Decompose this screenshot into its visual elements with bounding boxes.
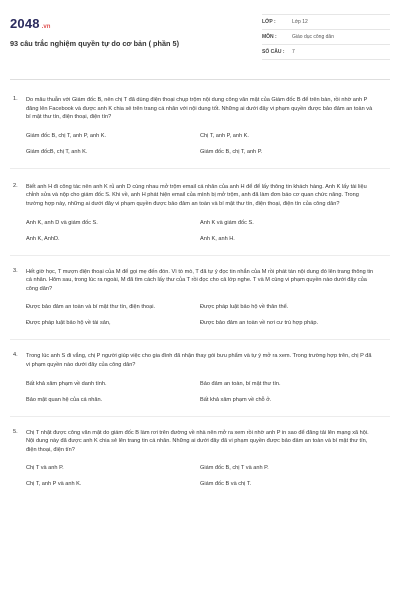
meta-row-question-count xyxy=(262,45,390,60)
answer-option[interactable]: Bảo đảm an toàn, bí mật thư tín. xyxy=(200,380,281,387)
answer-option[interactable]: Chị T và anh P. xyxy=(26,465,64,472)
answer-options xyxy=(26,464,390,488)
answer-options xyxy=(26,219,390,243)
meta-value: Giáo dục công dân xyxy=(292,34,334,40)
question-text: Trong lúc anh S đi vắng, chị P người giúp việc cho gia đình đã nhận thay gói bưu phẩm và tự ý mở ra xem. Trong trường hợp trên, chị P đã vi phạm quyền nào dưới đây của công dân? xyxy=(26,353,372,368)
question-text: Hết giờ học, T mượn điện thoại của M để gọi mẹ đến đón. Vì tò mò, T đã tự ý đọc tin nhắn của M rồi phát tán nội dung đó lên trang thông tin cá nhân. Hôm sau, trong lúc ra ngoài, M đã tìm cách lấy thư của T rồi đọc cho cả lớp nghe. T và M cùng vi phạm quyền nào dưới đây của công dân? xyxy=(26,268,374,292)
answer-option[interactable]: Anh K và giám đốc S. xyxy=(200,219,254,226)
answer-option[interactable]: Được bảo đảm an toàn và bí mật thư tín, điện thoại. xyxy=(26,304,156,311)
answer-options xyxy=(26,380,390,404)
logo-main-text: 2048 xyxy=(10,16,40,31)
site-logo[interactable] xyxy=(10,16,240,31)
question-number: 3. xyxy=(13,267,18,274)
question-item xyxy=(10,256,390,341)
question-item xyxy=(10,169,390,256)
question-text: Do mâu thuẫn với Giám đốc B, nên chị T đã dùng điện thoại chụp trộm nội dung công văn mật của Giám đốc B để trên bàn, rồi nhờ anh P đăng lên Facebook và được anh K chia sẻ trên trang cá nhân với nội dung tốt. Những ai dưới đây vi phạm quyền được bảo đảm an toàn và bí mật thư tín, điện thoại, điện tín? xyxy=(26,97,373,121)
answer-option[interactable]: Bất khả xâm phạm về danh tính. xyxy=(26,380,107,387)
logo-suffix-text: .vn xyxy=(41,24,51,30)
answer-option[interactable]: Giám đốcB, chị T, anh K. xyxy=(26,148,88,155)
answer-option[interactable]: Giám đốc B và chị T. xyxy=(200,481,252,488)
answer-option[interactable]: Bảo mật quan hệ của cá nhân. xyxy=(26,396,103,403)
answer-option[interactable]: Anh K, anh H. xyxy=(200,235,235,242)
question-number: 2. xyxy=(13,182,18,189)
meta-key: MÔN : xyxy=(262,34,277,40)
answer-option[interactable]: Giám đốc B, chị T, anh P. xyxy=(200,148,263,155)
meta-value: 7 xyxy=(292,49,295,55)
meta-value: Lớp 12 xyxy=(292,19,308,25)
question-item xyxy=(10,340,390,416)
answer-option[interactable]: Giám đốc B, chị T, anh P, anh K. xyxy=(26,132,107,139)
meta-row-subject xyxy=(262,30,390,45)
answer-option[interactable]: Chị T, anh P, anh K. xyxy=(200,132,249,139)
question-text: Chị T nhặt được công văn mật do giám đốc B làm rơi trên đường về nhà nên mở ra xem rồi nhờ anh P in sao để đăng tải lên mạng xã hội. Nội dung này đã được anh K chia sẻ lên trang tin cá nhân. Những ai dưới đây đã vi phạm quyền được bảo đảm an toàn và bí mật thư tín, điện thoại, điện tín? xyxy=(26,429,369,453)
meta-info-table xyxy=(262,14,390,60)
question-item xyxy=(10,80,390,169)
answer-option[interactable]: Được bảo đảm an toàn về nơi cư trú hợp pháp. xyxy=(200,320,319,327)
document-title: 93 câu trắc nghiệm quyền tự do cơ bản ( phần 5) xyxy=(10,39,180,48)
answer-option[interactable]: Anh K, AnhD. xyxy=(26,235,60,242)
question-text: Biết anh H đi công tác nên anh K rủ anh D cùng nhau mở trộm email cá nhân của anh H để để lấy thông tin khách hàng. Anh K lấy tài liệu chỉnh sửa và nộp cho giám đốc S. Khi về, anh H phát hiện email của mình bị mở trộm, anh đã làm đơn báo cơ quan chức năng. Trong trường hợp này, những ai dưới đây vi phạm quyền được bảo đảm an toàn và bí mật thư tín, điện thoại, điện tín của công dân? xyxy=(26,183,367,207)
question-number: 5. xyxy=(13,428,18,435)
header xyxy=(10,14,390,72)
answer-option[interactable]: Chị T, anh P và anh K. xyxy=(26,481,82,488)
answer-options xyxy=(26,132,390,156)
question-item xyxy=(10,417,390,489)
header-left xyxy=(10,14,240,48)
answer-option[interactable]: Được pháp luật bảo hộ về tài sản, xyxy=(26,320,111,327)
question-list xyxy=(10,80,390,488)
question-number: 4. xyxy=(13,352,18,359)
meta-key: LỚP : xyxy=(262,19,276,25)
answer-option[interactable]: Bất khả xâm phạm về chỗ ở. xyxy=(200,396,272,403)
meta-key: SỐ CÂU : xyxy=(262,49,285,55)
question-number: 1. xyxy=(13,96,18,102)
answer-options xyxy=(26,303,390,327)
answer-option[interactable]: Được pháp luật bảo hộ về thân thể. xyxy=(200,304,289,311)
answer-option[interactable]: Giám đốc B, chị T và anh P. xyxy=(200,465,269,472)
meta-row-class xyxy=(262,15,390,30)
answer-option[interactable]: Anh K, anh D và giám đốc S. xyxy=(26,219,98,226)
